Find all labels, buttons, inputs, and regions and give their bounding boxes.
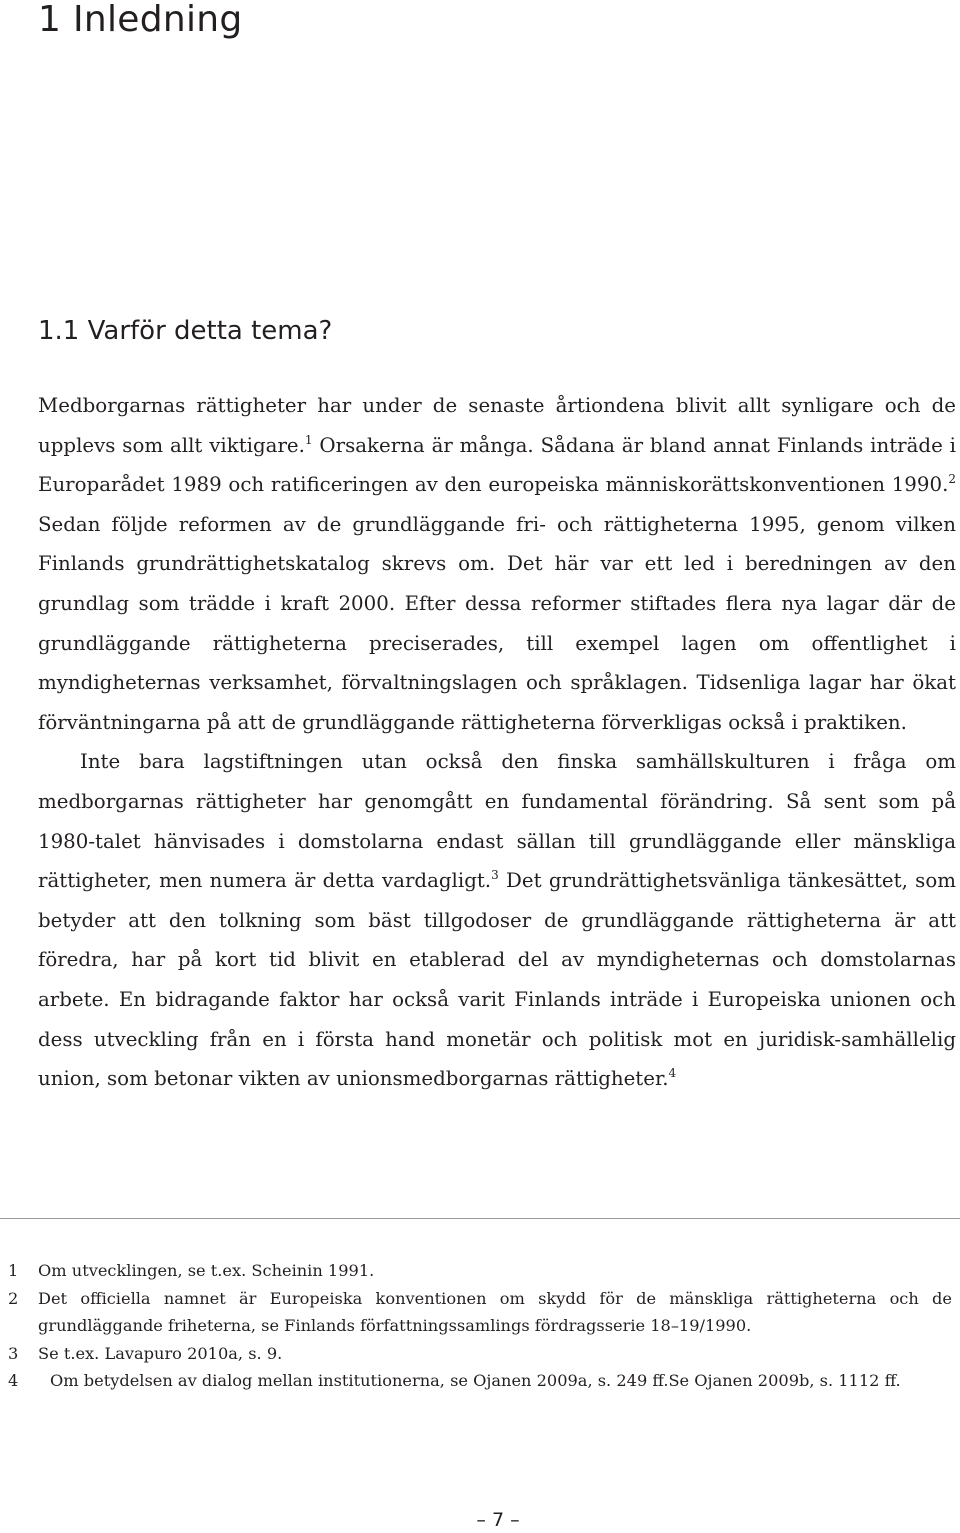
footnote-4 (8, 1367, 952, 1395)
footnotes (8, 1257, 952, 1395)
footnote-text: Det officiella namnet är Europeiska konventionen om skydd för de mänskliga rättigheterna och de grundläggande friheterna, se Finlands författningssamlings fördragsserie 18–19/1990. (38, 1288, 952, 1336)
footnote-3 (8, 1340, 952, 1368)
footnote-ref-3[interactable]: 3 (491, 868, 499, 883)
chapter-title: 1 Inledning (38, 0, 243, 40)
footnote-ref-2[interactable]: 2 (948, 472, 956, 487)
paragraph-text: Medborgarnas rättigheter har under de senaste årtiondena blivit allt synligare och de upplevs som allt viktigare. (38, 394, 956, 457)
footnote-text: Om betydelsen av dialog mellan institutionerna, se Ojanen 2009a, s. 249 ff.Se Ojanen 2009b, s. 1112 ff. (50, 1371, 901, 1391)
footnote-ref-4[interactable]: 4 (668, 1066, 677, 1081)
section-title: 1.1 Varför detta tema? (38, 316, 333, 346)
footnote-text: Se t.ex. Lavapuro 2010a, s. 9. (38, 1343, 283, 1363)
paragraph-1 (38, 386, 956, 742)
page-number: – 7 – (476, 1509, 520, 1531)
footnote-text: Om utvecklingen, se t.ex. Scheinin 1991. (38, 1261, 375, 1280)
paragraph-2 (38, 742, 956, 1098)
paragraph-text: Inte bara lagstiftningen utan också den finska samhällskulturen i fråga om medborgarnas rättigheter har genomgått en fundamental förändring. Så sent som på 1980-talet hänvisades i domstolarna endast sällan till grundläggande eller mänskliga rättigheter, men numera är detta vardagligt. (38, 750, 956, 893)
footnote-ref-1[interactable]: 1 (304, 432, 313, 447)
footnote-number: 1 (8, 1261, 19, 1280)
footnote-divider (0, 1218, 960, 1219)
body-text (38, 386, 956, 1099)
paragraph-text: Sedan följde reformen av de grundläggande fri- och rättigheterna 1995, genom vilken Finlands grundrättighetskatalog skrevs om. Det här var ett led i beredningen av den grundlag som trädde i kraft 2000. Efter dessa reformer stiftades flera nya lagar där de grundläggande rättigheterna preciserades, till exempel lagen om offentlighet i myndigheternas verksamhet, förvaltningslagen och språklagen. Tidsenliga lagar har ökat förväntningarna på att de grundläggande rättigheterna förverkligas också i praktiken. (38, 512, 956, 734)
footnote-number: 2 (8, 1288, 19, 1308)
paragraph-text: Det grundrättighetsvänliga tänkesättet, som betyder att den tolkning som bäst tillgodoser de grundläggande rättigheterna är att föredra, har på kort tid blivit en etablerad del av myndigheternas och domstolarnas arbete. En bidragande faktor har också varit Finlands inträde i Europeiska unionen och dess utveckling från en i första hand monetär och politisk mot en juridisk-samhällelig union, som betonar vikten av unionsmedborgarnas rättigheter. (38, 869, 956, 1091)
footnote-1 (8, 1257, 952, 1285)
footnote-number: 3 (8, 1343, 19, 1363)
footnote-2 (8, 1285, 952, 1340)
footnote-number: 4 (8, 1371, 19, 1391)
paragraph-text: Orsakerna är många. Sådana är bland annat Finlands inträde i Europarådet 1989 och ratificeringen av den europeiska människorättskonventionen 1990. (38, 433, 956, 497)
